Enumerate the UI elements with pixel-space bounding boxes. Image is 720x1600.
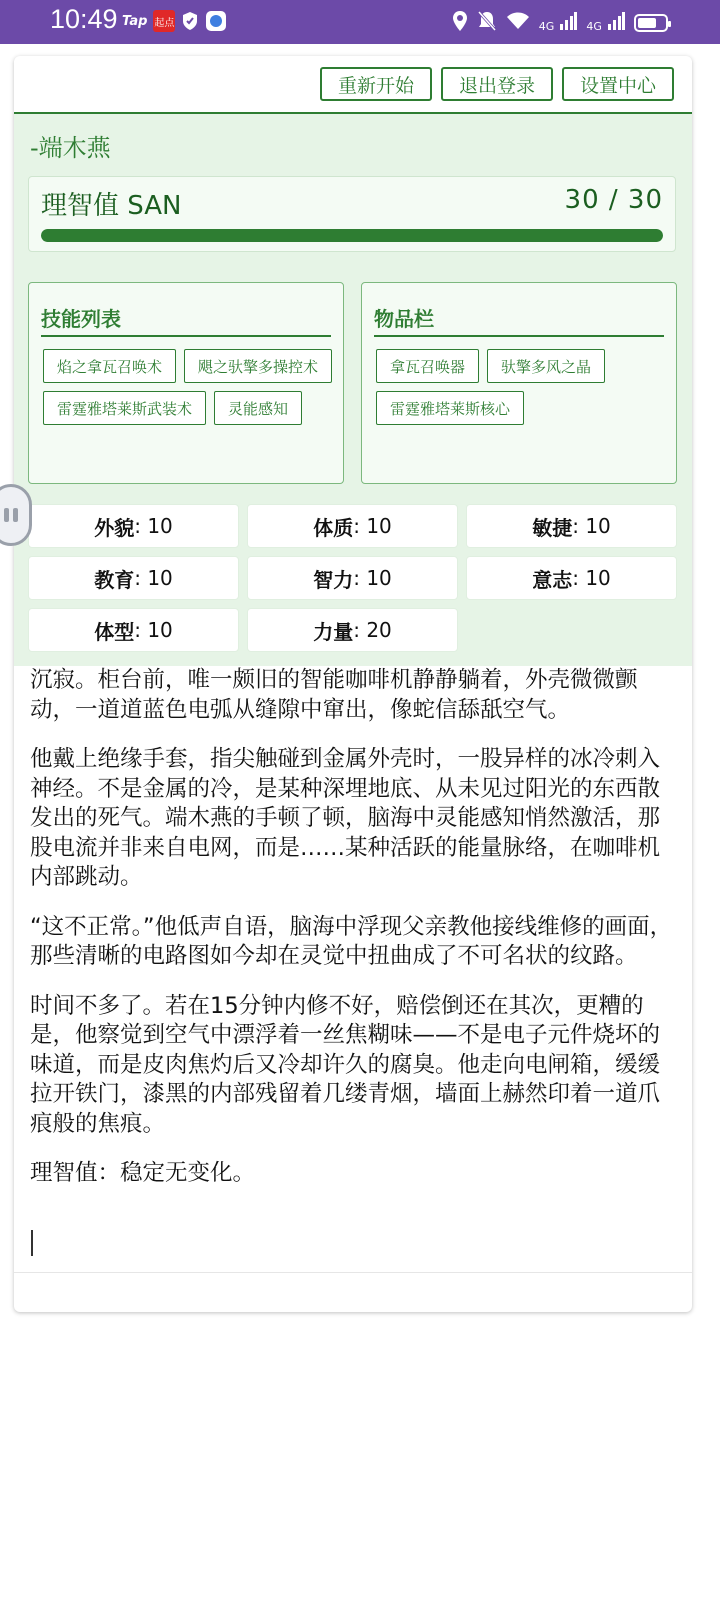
skill-chip[interactable]: 灵能感知 bbox=[214, 391, 302, 425]
settings-button[interactable]: 设置中心 bbox=[562, 67, 674, 101]
pause-icon bbox=[2, 505, 20, 525]
character-name: -端木燕 bbox=[30, 134, 111, 162]
inventory-chip[interactable]: 拿瓦召唤器 bbox=[376, 349, 479, 383]
taptap-icon: Tap bbox=[122, 13, 148, 29]
app-icon bbox=[205, 10, 227, 32]
story-paragraph: “这不正常。”他低声自语，脑海中浮现父亲教他接线维修的画面，那些清晰的电路图如今却在灵觉中扭曲成了不可名状的纹路。 bbox=[30, 913, 673, 969]
skill-chip[interactable]: 焰之拿瓦召唤术 bbox=[43, 349, 176, 383]
qidian-icon: 起点 bbox=[153, 10, 175, 32]
mute-icon bbox=[477, 10, 497, 36]
skill-chip[interactable]: 飓之驮擎多操控术 bbox=[184, 349, 332, 383]
skill-chip[interactable]: 雷霆雅塔莱斯武装术 bbox=[43, 391, 206, 425]
attribute-size: 体型 : 10 bbox=[28, 608, 239, 652]
inventory-list bbox=[376, 349, 666, 425]
logout-button[interactable]: 退出登录 bbox=[441, 67, 553, 101]
wifi-icon bbox=[506, 11, 530, 35]
attribute-dexterity: 敏捷 : 10 bbox=[466, 504, 677, 548]
story-paragraph: 他戴上绝缘手套，指尖触碰到金属外壳时，一股异样的冰冷刺入神经。不是金属的冷，是某种深埋地底、从未见过阳光的东西散发出的死气。端木燕的手顿了顿，脑海中灵能感知悄然激活，那股电流并非来自电网，而是……某种活跃的能量脉络，在咖啡机内部跳动。 bbox=[30, 746, 661, 890]
sanity-card bbox=[28, 176, 676, 252]
sanity-label: 理智值 SAN bbox=[41, 191, 182, 221]
battery-icon bbox=[634, 14, 668, 32]
character-panel bbox=[14, 114, 692, 666]
attribute-appearance: 外貌 : 10 bbox=[28, 504, 239, 548]
attribute-constitution: 体质 : 10 bbox=[247, 504, 458, 548]
skills-list bbox=[43, 349, 333, 425]
game-card bbox=[14, 56, 692, 1312]
floating-pause-button[interactable] bbox=[0, 484, 32, 546]
toolbar bbox=[320, 67, 674, 101]
notification-icons bbox=[122, 10, 227, 32]
inventory-chip[interactable]: 驮擎多风之晶 bbox=[487, 349, 605, 383]
signal-icon-2: 4G bbox=[586, 12, 625, 34]
clock: 10:49 bbox=[50, 4, 118, 34]
sanity-value: 30 / 30 bbox=[564, 185, 663, 215]
restart-button[interactable]: 重新开始 bbox=[320, 67, 432, 101]
skills-title: 技能列表 bbox=[41, 303, 331, 337]
attribute-education: 教育 : 10 bbox=[28, 556, 239, 600]
text-cursor bbox=[31, 1230, 33, 1256]
shield-icon bbox=[181, 11, 199, 31]
story-paragraph: 理智值：稳定无变化。 bbox=[30, 1160, 256, 1186]
attribute-strength: 力量 : 20 bbox=[247, 608, 458, 652]
attribute-power: 意志 : 10 bbox=[466, 556, 677, 600]
attribute-intelligence: 智力 : 10 bbox=[247, 556, 458, 600]
skills-box bbox=[28, 282, 344, 484]
system-icons bbox=[452, 10, 668, 36]
status-bar bbox=[0, 0, 720, 44]
inventory-chip[interactable]: 雷霆雅塔莱斯核心 bbox=[376, 391, 524, 425]
signal-icon-1: 4G bbox=[539, 12, 578, 34]
inventory-box bbox=[361, 282, 677, 484]
location-icon bbox=[452, 10, 468, 36]
story-paragraph: 时间不多了。若在15分钟内修不好，赔偿倒还在其次，更糟的是，他察觉到空气中漂浮着一丝焦糊味——不是电子元件烧坏的味道，而是皮肉焦灼后又冷却许久的腐臭。他走向电闸箱，缓缓拉开铁门，漆黑的内部残留着几缕青烟，墙面上赫然印着一道爪痕般的焦痕。 bbox=[30, 992, 661, 1137]
story-paragraph-partial: 沉寂。柜台前，唯一颇旧的智能咖啡机静静躺着，外壳微微颤动，一道道蓝色电弧从缝隙中窜出，像蛇信舔舐空气。 bbox=[30, 667, 638, 723]
divider bbox=[14, 1272, 692, 1273]
inventory-title: 物品栏 bbox=[374, 303, 664, 337]
story-text[interactable] bbox=[30, 666, 680, 1209]
sanity-bar-fill bbox=[41, 229, 663, 242]
sanity-bar bbox=[41, 229, 663, 242]
